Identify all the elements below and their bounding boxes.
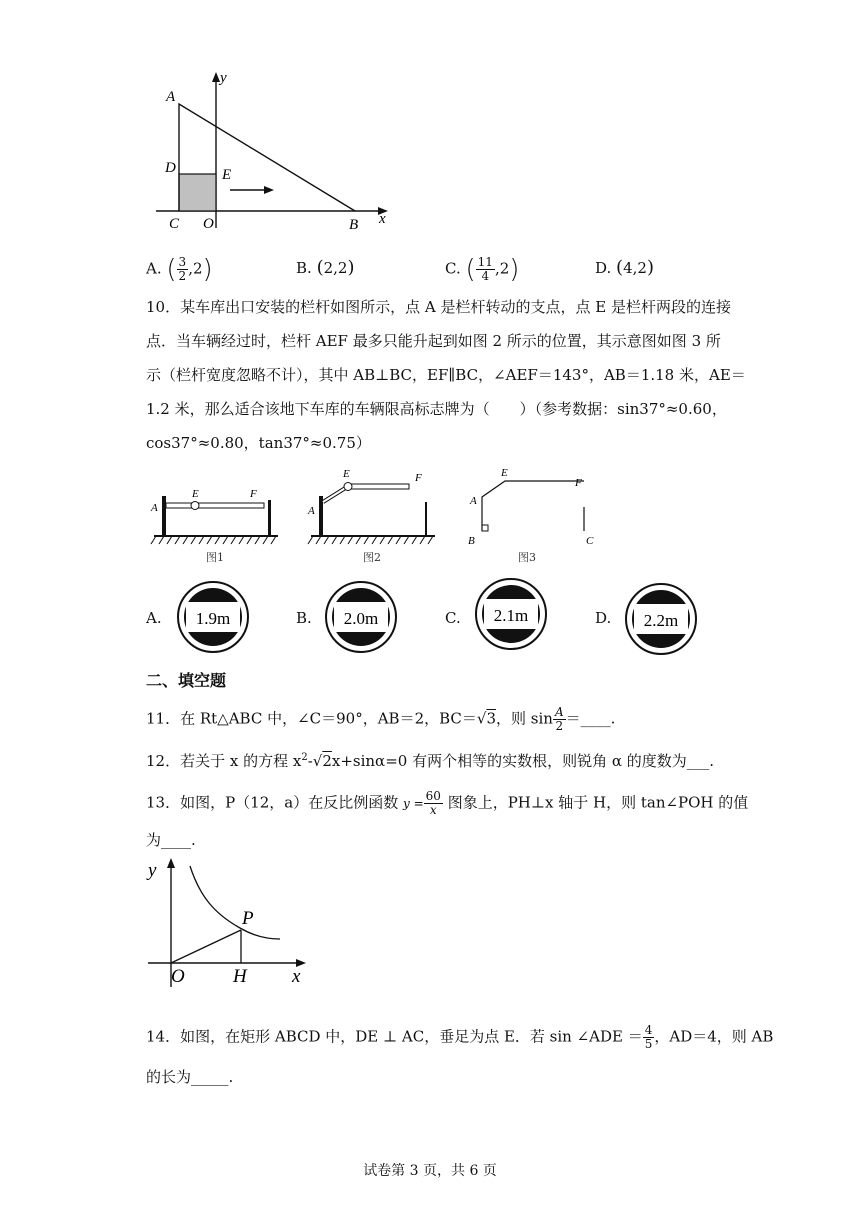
- q10-fig3-label-b: B: [468, 535, 475, 547]
- q12-sup: 2: [301, 752, 308, 763]
- q13-y: y =: [403, 796, 424, 811]
- q9-option-c[interactable]: C. ( $\frac{11}{4}$ ,2): [445, 254, 520, 285]
- q9-option-a-letter: A.: [146, 259, 162, 278]
- q10-line-5: cos37°≈0.80，tan37°≈0.75）: [146, 434, 371, 452]
- q10-figure-3: [462, 464, 602, 550]
- q9-label-e: E: [222, 167, 232, 183]
- q11-mid: ，则 sin: [496, 709, 553, 728]
- q10-option-d-letter: D.: [595, 609, 612, 627]
- q9-option-a-fraction: $\frac{3}{2}$: [178, 255, 187, 283]
- q10-fig3-label-a: A: [470, 495, 477, 507]
- q13-pre: 13．如图，P（12，a）在反比例函数: [146, 793, 399, 812]
- q10-fig3-caption: 图3: [518, 551, 536, 564]
- q9-option-a-open: (: [166, 254, 177, 285]
- q10-option-b-sign-text: 2.0m: [343, 609, 379, 628]
- q10-fig3-label-f: F: [575, 477, 582, 489]
- q13-label-x: x: [292, 966, 301, 987]
- q10-line-3: 示（栏杆宽度忽略不计），其中 AB⊥BC，EF∥BC，∠AEF＝143°，AB＝1.18 米，AE＝: [146, 366, 746, 384]
- q10-fig2-label-e: E: [343, 468, 350, 480]
- q10-fig3-label-e: E: [501, 467, 508, 479]
- q10-option-c-sign[interactable]: [474, 577, 548, 651]
- q10-fig3-label-c: C: [586, 535, 594, 547]
- q10-figure-2: [305, 462, 440, 550]
- q13-figure: [140, 852, 315, 992]
- q13-label-h: H: [233, 966, 247, 987]
- q14-pre: 14．如图，在矩形 ABCD 中，DE ⊥ AC，垂足为点 E．若 sin ∠ADE ＝: [146, 1027, 643, 1046]
- q14-line-2: 的长为_____.: [146, 1068, 234, 1086]
- q13-line-2: 为____.: [146, 831, 196, 849]
- q10-option-a-sign-text: 1.9m: [195, 609, 231, 628]
- q9-option-c-fraction: $\frac{11}{4}$: [477, 255, 493, 283]
- q13-label-o: O: [171, 966, 185, 987]
- q10-fig1-label-f: F: [250, 488, 257, 500]
- q10-option-c-letter: C.: [445, 609, 461, 627]
- page-footer: 试卷第 3 页，共 6 页: [363, 1163, 497, 1179]
- q9-option-d[interactable]: D. (4,2): [595, 257, 654, 278]
- q10-line-2: 点．当车辆经过时，栏杆 AEF 最多只能升起到如图 2 所示的位置，其示意图如图 3 所: [146, 332, 721, 350]
- q9-label-y: y: [220, 70, 227, 86]
- q12-pre: 12．若关于 x 的方程 x: [146, 752, 302, 770]
- q10-option-a-letter: A.: [146, 609, 162, 627]
- q10-option-c-sign-text: 2.1m: [493, 606, 529, 625]
- q10-fig2-label-f: F: [415, 472, 422, 484]
- q9-label-c: C: [169, 216, 180, 232]
- q11-post: ＝____.: [565, 709, 616, 728]
- q10-option-d-sign-text: 2.2m: [643, 611, 679, 630]
- q10-option-d-sign[interactable]: [624, 582, 698, 656]
- q12-mid: -: [307, 752, 313, 770]
- q10-figure-1: [148, 470, 283, 550]
- q10-fig2-caption: 图2: [363, 551, 381, 564]
- q11-fraction: $\frac{A}{2}$: [554, 705, 564, 733]
- q9-label-o: O: [203, 216, 214, 232]
- q9-label-a: A: [166, 89, 176, 105]
- q9-option-c-tail: ,2: [494, 259, 510, 278]
- q14-fraction: $\frac{4}{5}$: [644, 1023, 653, 1051]
- q9-option-d-letter: D.: [595, 259, 612, 277]
- q9-option-a-tail: ,2: [188, 259, 203, 278]
- q10-fig1-caption: 图1: [206, 551, 224, 564]
- q14-line-1: [146, 1024, 773, 1051]
- q14-post: ，AD＝4，则 AB: [654, 1027, 774, 1046]
- q9-option-b-letter: B.: [296, 259, 312, 277]
- q11-sqrt: √3: [476, 709, 497, 728]
- q10-fig1-label-e: E: [192, 488, 199, 500]
- q10-option-b-letter: B.: [296, 609, 312, 627]
- q10-option-b-sign[interactable]: [324, 580, 398, 654]
- q11-pre: 11．在 Rt△ABC 中，∠C＝90°，AB＝2，BC＝: [146, 709, 477, 728]
- q9-option-b-value: 2,2: [323, 259, 348, 277]
- q10-fig2-label-a: A: [308, 505, 315, 517]
- q10-option-a-sign[interactable]: [176, 580, 250, 654]
- q9-label-d: D: [165, 160, 176, 176]
- section-title-fill-in: 二、填空题: [146, 671, 227, 690]
- q13-line-1: [146, 790, 748, 817]
- q12: [146, 748, 714, 771]
- q10-line-1: 10．某车库出口安装的栏杆如图所示，点 A 是栏杆转动的支点，点 E 是栏杆两段的连接: [146, 298, 731, 316]
- q10-fig1-label-a: A: [151, 502, 158, 514]
- q9-figure: [150, 68, 395, 233]
- q13-fraction: $\frac{60}{x}$: [425, 789, 441, 817]
- q11: [146, 706, 615, 733]
- q12-sqrt: √2: [312, 752, 332, 770]
- q13-label-p: P: [242, 908, 254, 929]
- q9-option-c-letter: C.: [445, 259, 461, 278]
- q13-label-y: y: [148, 860, 157, 881]
- q9-option-a[interactable]: [146, 256, 213, 283]
- q9-label-b: B: [349, 217, 359, 233]
- q9-option-b[interactable]: B. (2,2): [296, 257, 355, 278]
- q9-label-x: x: [379, 211, 386, 227]
- q12-post: x+sinα=0 有两个相等的实数根，则锐角 α 的度数为___.: [331, 752, 715, 770]
- q10-line-4: 1.2 米，那么适合该地下车库的车辆限高标志牌为（ ）（参考数据：sin37°≈0.60，: [146, 400, 727, 418]
- q9-option-a-close: ): [202, 254, 213, 285]
- q9-option-d-value: 4,2: [623, 259, 647, 277]
- q13-post: 图象上，PH⊥x 轴于 H，则 tan∠POH 的值: [447, 793, 749, 812]
